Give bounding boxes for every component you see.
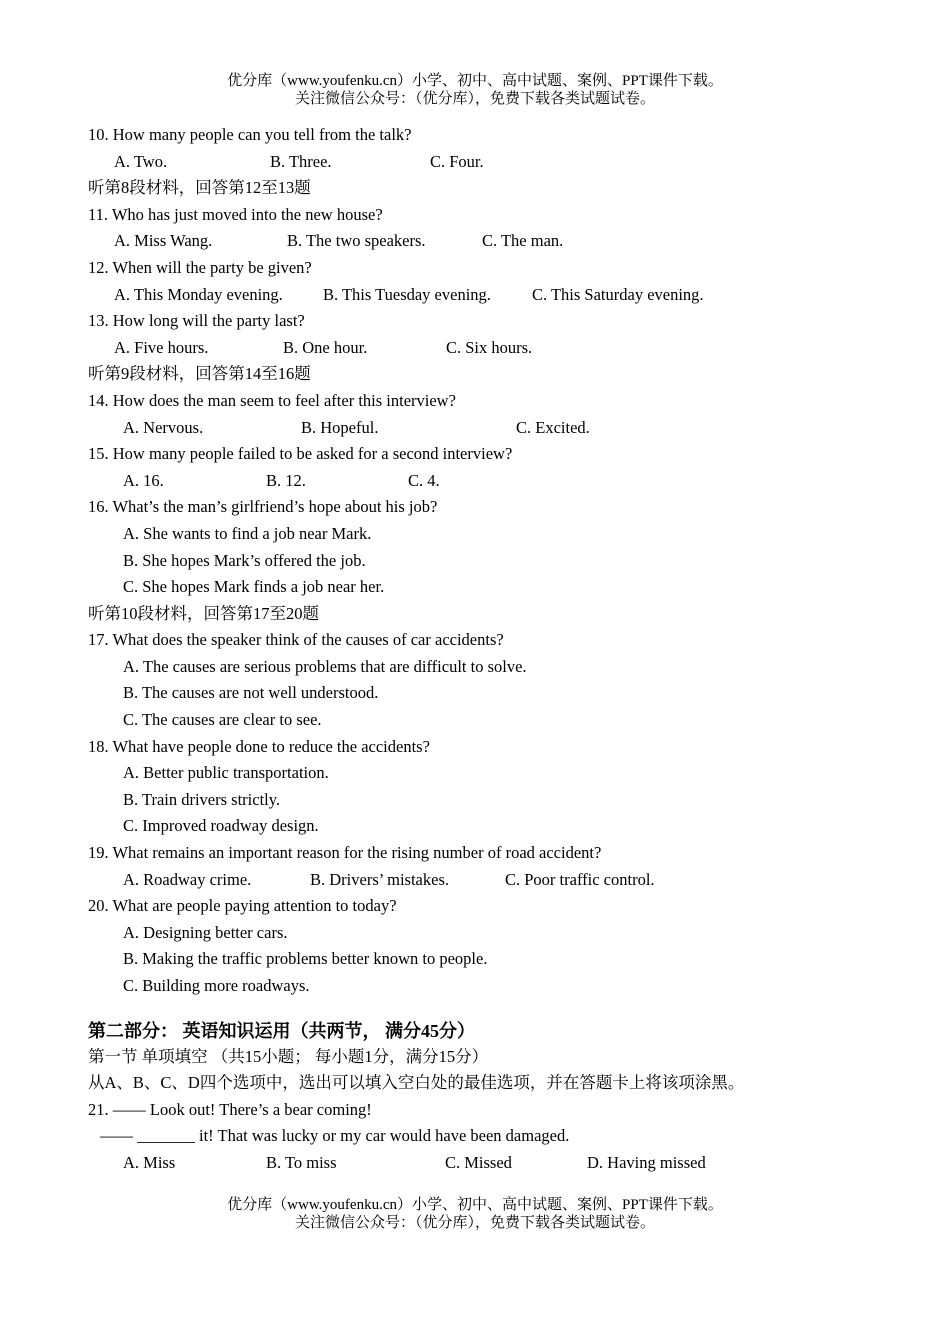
question-16-option-c: C. She hopes Mark finds a job near her.	[123, 577, 385, 597]
option-b: B. To miss	[266, 1152, 337, 1172]
answer-blank: _______	[137, 1126, 195, 1146]
question-19-stem: 19. What remains an important reason for the rising number of road accident?	[88, 843, 602, 863]
question-13-options	[88, 335, 888, 362]
question-18-option-a: A. Better public transportation.	[123, 763, 329, 783]
section-1-heading: 第一节 单项填空 （共15小题； 每小题1分，满分15分）	[88, 1046, 489, 1066]
question-13-stem: 13. How long will the party last?	[88, 311, 305, 331]
question-17-option-b: B. The causes are not well understood.	[123, 683, 379, 703]
option-c: C. 4.	[408, 470, 440, 490]
question-10-stem: 10. How many people can you tell from the talk?	[88, 125, 412, 144]
question-21-line-1: 21. —— Look out! There’s a bear coming!	[88, 1099, 372, 1119]
part-2-title: 第二部分： 英语知识运用（共两节， 满分45分）	[88, 1020, 475, 1041]
option-c: C. The man.	[482, 231, 564, 251]
header-line-2: 关注微信公众号：（优分库），免费下载各类试题试卷。	[294, 91, 655, 107]
question-21-rest: it! That was lucky or my car would have been damaged.	[194, 1126, 570, 1146]
question-20-option-b: B. Making the traffic problems better known to people.	[123, 949, 488, 969]
option-b: B. 12.	[266, 470, 306, 490]
option-b: B. Drivers’ mistakes.	[310, 869, 450, 889]
question-19-options	[88, 867, 888, 894]
option-b: B. One hour.	[283, 337, 368, 357]
question-21-options	[88, 1150, 888, 1177]
question-17-stem: 17. What does the speaker think of the causes of car accidents?	[88, 630, 504, 650]
option-a: A. Miss Wang.	[114, 231, 213, 251]
exam-content	[88, 122, 888, 1177]
option-b: B. Three.	[270, 151, 332, 171]
question-12-options	[88, 282, 888, 309]
dash: ——	[100, 1126, 133, 1146]
question-21-line-2	[88, 1123, 888, 1150]
question-18-option-b: B. Train drivers strictly.	[123, 789, 281, 809]
segment-9-instruction: 听第9段材料，回答第14至16题	[88, 364, 311, 384]
segment-8-instruction: 听第8段材料，回答第12至13题	[88, 178, 311, 198]
option-c: C. Six hours.	[446, 337, 533, 357]
option-c: C. Poor traffic control.	[505, 869, 655, 889]
option-b: B. Hopeful.	[301, 417, 379, 437]
option-a: A. Miss	[123, 1152, 176, 1172]
question-20-option-a: A. Designing better cars.	[123, 922, 288, 942]
question-11-stem: 11. Who has just moved into the new house?	[88, 204, 383, 224]
footer-line-1: 优分库（www.youfenku.cn）小学、初中、高中试题、案例、PPT课件下载。	[227, 1197, 723, 1213]
header-line-1: 优分库（www.youfenku.cn）小学、初中、高中试题、案例、PPT课件下载。	[227, 73, 723, 89]
segment-10-instruction: 听第10段材料，回答第17至20题	[88, 603, 319, 623]
question-20-stem: 20. What are people paying attention to today?	[88, 896, 397, 916]
option-a: A. This Monday evening.	[114, 284, 283, 304]
option-b: B. The two speakers.	[287, 231, 426, 251]
option-b: B. This Tuesday evening.	[323, 284, 491, 304]
question-20-option-c: C. Building more roadways.	[123, 976, 310, 995]
page-footer	[0, 1196, 950, 1232]
option-a: A. Five hours.	[114, 337, 209, 357]
question-17-option-c: C. The causes are clear to see.	[123, 710, 322, 730]
question-15-stem: 15. How many people failed to be asked for a second interview?	[88, 444, 513, 464]
question-18-stem: 18. What have people done to reduce the accidents?	[88, 736, 430, 756]
option-a: A. Nervous.	[123, 417, 204, 437]
option-a: A. Two.	[114, 151, 168, 171]
footer-line-2: 关注微信公众号：（优分库），免费下载各类试题试卷。	[294, 1215, 655, 1231]
question-11-options	[88, 228, 888, 255]
question-14-options	[88, 415, 888, 442]
option-a: A. 16.	[123, 470, 164, 490]
page-header-top	[0, 72, 950, 108]
option-c: C. Four.	[430, 151, 484, 171]
question-16-stem: 16. What’s the man’s girlfriend’s hope about his job?	[88, 497, 438, 517]
question-10-options	[88, 149, 888, 176]
question-18-option-c: C. Improved roadway design.	[123, 816, 319, 836]
section-1-instruction: 从A、B、C、D四个选项中，选出可以填入空白处的最佳选项，并在答题卡上将该项涂黑。	[88, 1073, 745, 1093]
option-c: C. This Saturday evening.	[532, 284, 704, 304]
question-14-stem: 14. How does the man seem to feel after this interview?	[88, 390, 456, 410]
option-c: C. Missed	[445, 1152, 512, 1172]
option-c: C. Excited.	[516, 417, 590, 437]
question-16-option-b: B. She hopes Mark’s offered the job.	[123, 550, 366, 570]
option-d: D. Having missed	[587, 1152, 706, 1172]
option-a: A. Roadway crime.	[123, 869, 252, 889]
question-16-option-a: A. She wants to find a job near Mark.	[123, 523, 372, 543]
question-12-stem: 12. When will the party be given?	[88, 257, 312, 277]
question-17-option-a: A. The causes are serious problems that are difficult to solve.	[123, 656, 527, 676]
question-15-options	[88, 468, 888, 495]
